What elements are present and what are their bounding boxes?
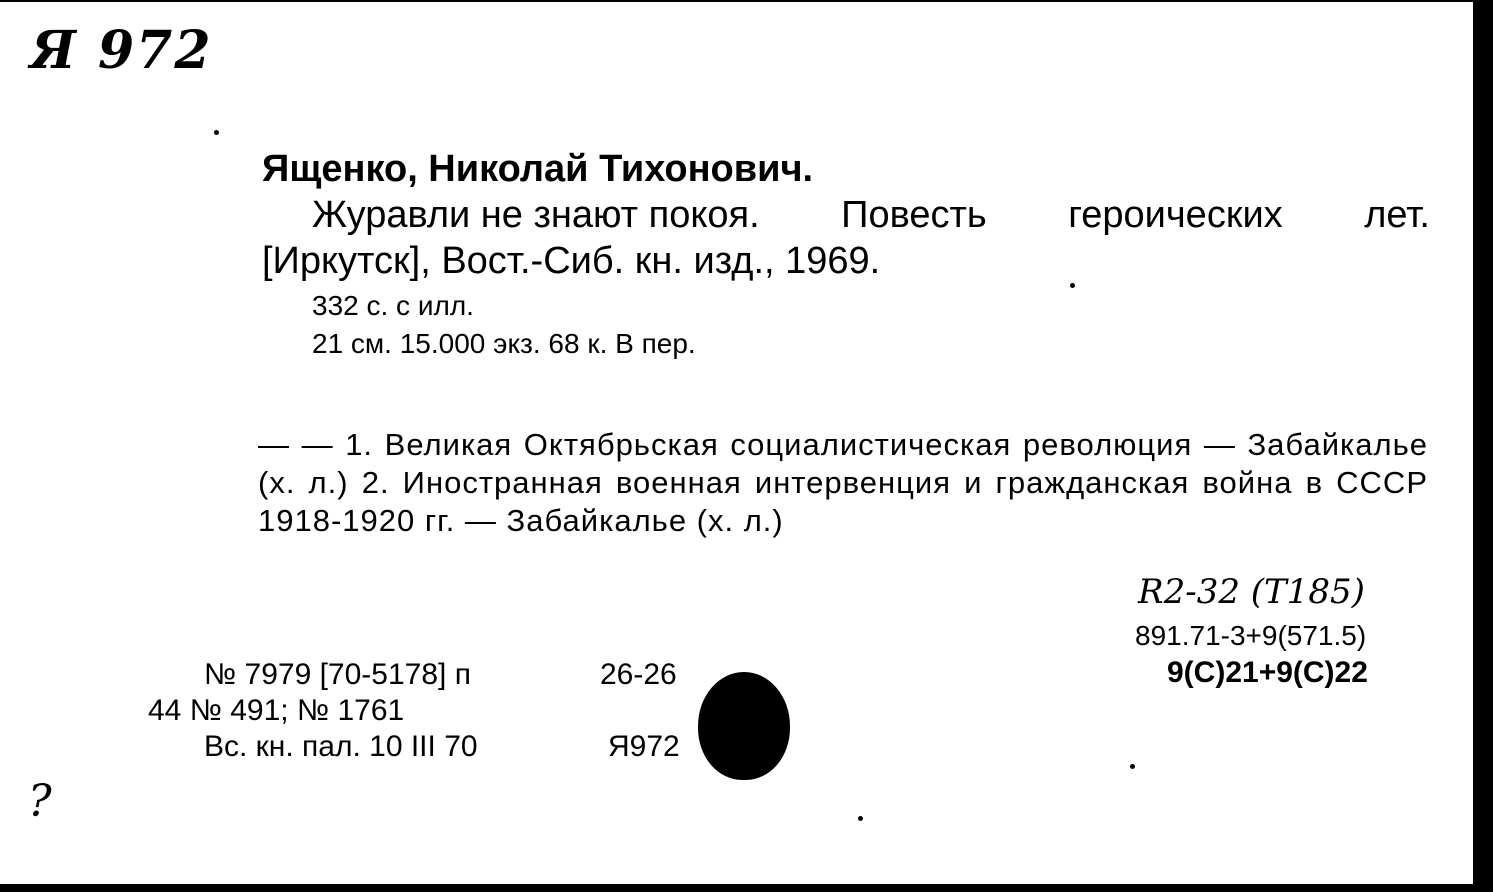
handwritten-classification: R2-32 (Т185): [1138, 572, 1365, 612]
title-word: Повесть: [841, 194, 987, 236]
handwritten-call-mark: Я 972: [30, 20, 213, 81]
title-word: героических: [1068, 194, 1283, 236]
card-top-edge: [0, 0, 1493, 2]
speck: [858, 816, 863, 821]
card-bottom-edge: [0, 884, 1493, 892]
author-mark: Я972: [608, 730, 680, 763]
publication-code: 26-26: [600, 658, 677, 691]
title-line: [312, 194, 1430, 237]
card-punch-hole: [698, 672, 790, 780]
speck: [1130, 764, 1135, 769]
title-word: Журавли не знают покоя.: [312, 194, 760, 236]
registration-numbers: 44 № 491; № 1761: [148, 694, 405, 727]
book-chamber-date: Вс. кн. пал. 10 III 70: [204, 730, 478, 763]
title-word: лет.: [1364, 194, 1430, 236]
publication-number: № 7979 [70-5178] п: [204, 658, 471, 691]
classification-number: 891.71-3+9(571.5): [1135, 620, 1367, 651]
classification-number-bold: 9(С)21+9(С)22: [1167, 656, 1368, 689]
card-right-edge: [1473, 0, 1493, 892]
imprint-line: [Иркутск], Вост.-Сиб. кн. изд., 1969.: [262, 240, 881, 282]
subject-headings: — — 1. Великая Октябрьская социалистическая революция — Забайкалье (х. л.) 2. Иностранная военная интервенция и гражданская война в СССР 1918-1920 гг. — Забайкалье (х. л.): [258, 427, 1428, 538]
speck: [1070, 283, 1075, 288]
physical-description: 21 см. 15.000 экз. 68 к. В пер.: [312, 328, 696, 359]
author-heading: Ященко, Николай Тихонович.: [262, 148, 814, 190]
corner-handwritten-mark: ?: [28, 776, 52, 827]
pages-line: 332 с. с илл.: [312, 290, 474, 321]
speck: [214, 130, 219, 135]
